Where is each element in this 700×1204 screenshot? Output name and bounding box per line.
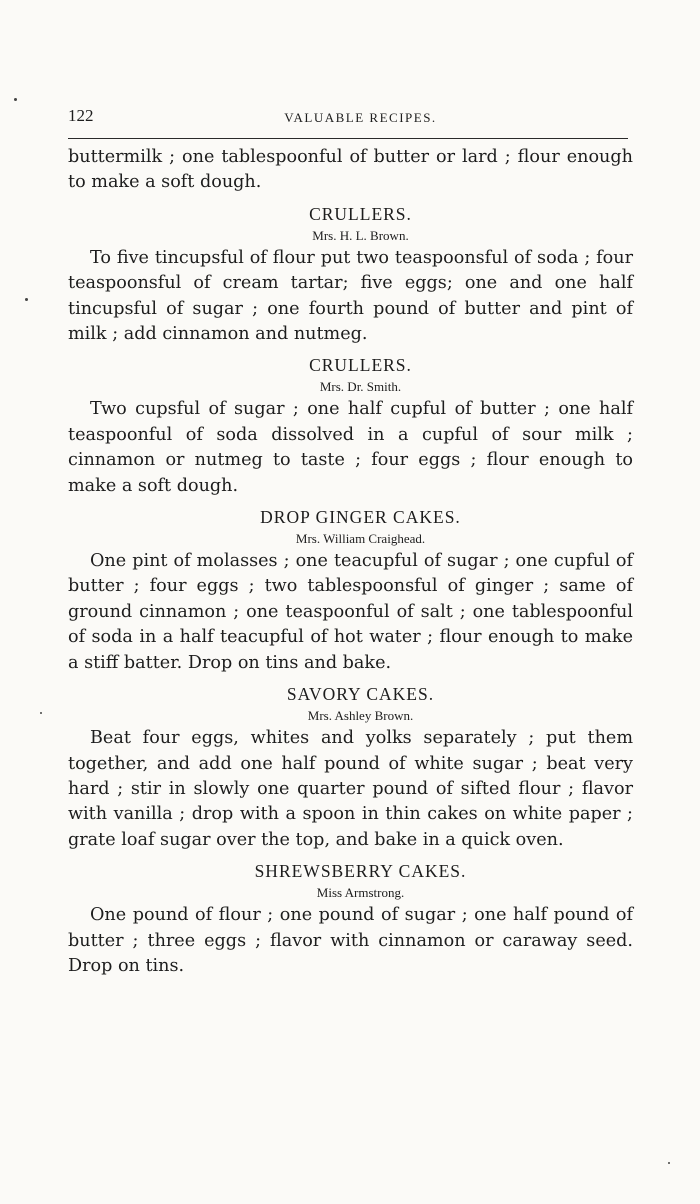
recipe-author: Mrs. Ashley Brown.: [307, 708, 414, 724]
page-header: [68, 102, 633, 128]
ink-speck: [14, 98, 17, 101]
recipe-title: SHREWSBERRY CAKES.: [254, 861, 467, 882]
recipe-title: SAVORY CAKES.: [286, 684, 435, 705]
book-page: [68, 102, 633, 979]
recipe-crullers-smith: [68, 353, 633, 499]
recipe-body: Two cupsful of sugar ; one half cupful of butter ; one half teaspoonful of soda dissolved in a cupful of sour milk ; cinnamon or nutmeg to taste ; four eggs ; flour enough to make a soft dough.: [68, 399, 633, 496]
recipe-body: Beat four eggs, whites and yolks separately ; put them together, and add one half pound of white sugar ; beat very hard ; stir in slowly one quarter pound of sifted flour ; flavor with vanilla ; drop with a spoon in thin cakes on white paper ; grate loaf sugar over the top, and bake in a quick oven.: [68, 728, 633, 850]
recipe-author: Mrs. H. L. Brown.: [312, 227, 409, 243]
recipe-body: One pound of flour ; one pound of sugar ; one half pound of butter ; three eggs ; flavor with cinnamon or caraway seed. Drop on tins.: [68, 905, 633, 976]
recipe-title: CRULLERS.: [309, 355, 412, 376]
continued-paragraph: buttermilk ; one tablespoonful of butter or lard ; flour enough to make a soft dough.: [68, 147, 633, 193]
recipe-title: DROP GINGER CAKES.: [260, 507, 461, 528]
recipe-author: Mrs. Dr. Smith.: [319, 379, 402, 395]
recipe-savory-cakes: [68, 682, 633, 853]
recipe-author: Miss Armstrong.: [316, 885, 405, 901]
recipe-shrewsberry-cakes: [68, 859, 633, 979]
running-head: VALUABLE RECIPES.: [284, 110, 437, 125]
recipe-crullers-brown: [68, 202, 633, 348]
ink-speck: [40, 712, 42, 714]
page-number: 122: [68, 106, 94, 125]
ink-speck: [668, 1162, 670, 1164]
recipe-author: Mrs. William Craighead.: [295, 531, 426, 547]
header-rule: [68, 138, 628, 139]
recipe-body: To five tincupsful of flour put two teaspoonsful of soda ; four teaspoonsful of cream tartar; five eggs; one and one half tincupsful of sugar ; one fourth pound of butter and pint of milk ; add cinnamon and nutmeg.: [68, 247, 633, 345]
recipe-drop-ginger-cakes: [68, 505, 633, 676]
recipe-title: CRULLERS.: [309, 203, 412, 224]
ink-speck: [25, 298, 28, 301]
recipe-body: One pint of molasses ; one teacupful of sugar ; one cupful of butter ; four eggs ; two tablespoonsful of ginger ; same of ground cinnamon ; one teaspoonful of salt ; one tablespoonful of soda in a half teacupful of hot water ; flour enough to make a stiff batter. Drop on tins and bake.: [68, 551, 633, 673]
